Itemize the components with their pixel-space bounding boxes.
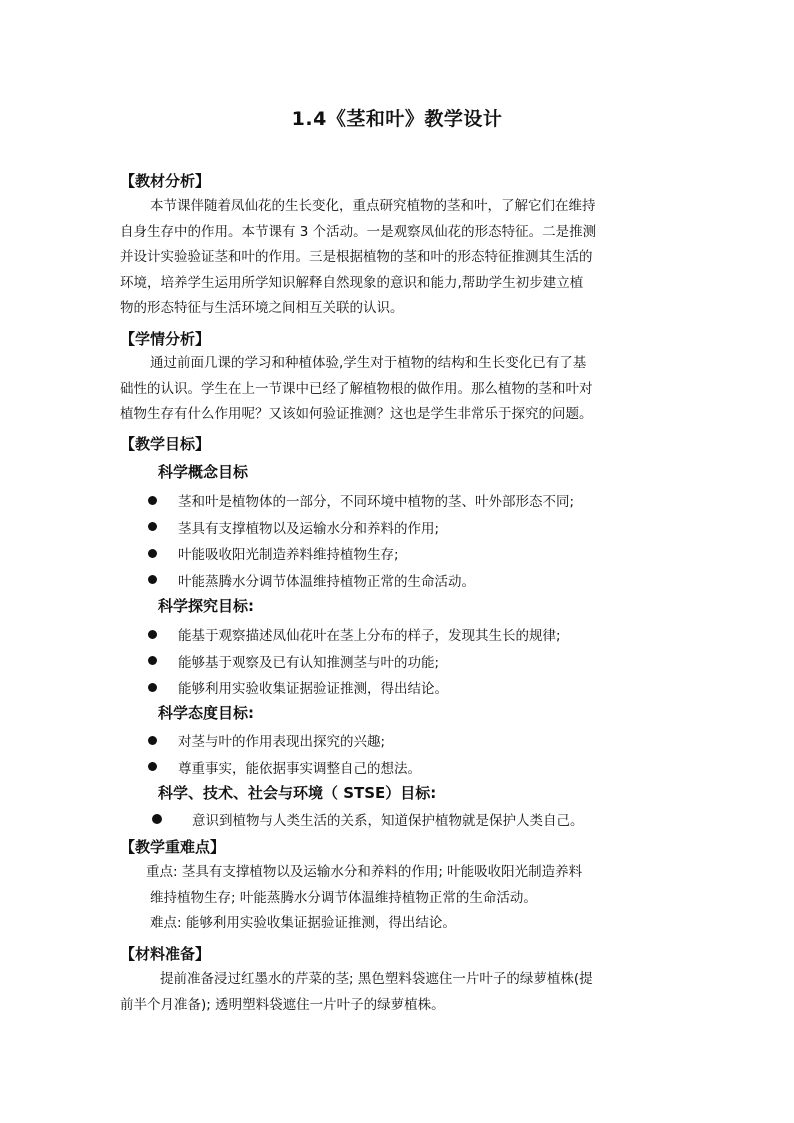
bullet-dot-icon <box>148 522 157 531</box>
paragraph-materials <box>120 967 680 1018</box>
list-item-text: 尊重事实，能依据事实调整自己的想法。 <box>178 760 421 777</box>
bullet-dot-icon <box>148 630 157 639</box>
list-item <box>148 727 688 754</box>
bullet-dot-icon <box>148 762 157 771</box>
bullet-dot-icon <box>148 656 157 665</box>
list-item-text: 能基于观察描述凤仙花叶在茎上分布的样子，发现其生长的规律; <box>178 628 561 645</box>
list-item-text: 叶能蒸腾水分调节体温维持植物正常的生命活动。 <box>178 573 475 590</box>
text-line: 础性的认识。学生在上一节课中已经了解植物根的做作用。那么植物的茎和叶对 <box>120 380 593 397</box>
paragraph-key-points <box>146 860 686 937</box>
text-line: 通过前面几课的学习和种植体验,学生对于植物的结构和生长变化已有了基 <box>150 355 587 371</box>
paragraph-textbook-analysis <box>120 194 680 322</box>
list-item <box>148 674 688 701</box>
text-line: 植物生存有什么作用呢？又该如何验证推测？这也是学生非常乐于探究的问题。 <box>120 406 593 422</box>
bullet-dot-icon <box>148 736 157 745</box>
text-line: 本节课伴随着凤仙花的生长变化，重点研究植物的茎和叶，了解它们在维持 <box>150 198 596 214</box>
list-item <box>148 514 688 541</box>
text-line: 并设计实验验证茎和叶的作用。三是根据植物的茎和叶的形态特征推测其生活的 <box>120 249 593 265</box>
list-item <box>148 754 688 781</box>
list-item-text: 茎具有支撑植物以及运输水分和养料的作用; <box>178 520 440 537</box>
bullet-dot-icon <box>148 575 157 584</box>
subheading-stse-goals: 科学、技术、社会与环境（ STSE）目标: <box>158 784 437 802</box>
text-line: 提前准备浸过红墨水的芹菜的茎; 黑色塑料袋遮住一片叶子的绿萝植株(提 <box>160 971 593 987</box>
text-line: 前半个月准备); 透明塑料袋遮住一片叶子的绿萝植株。 <box>120 996 445 1013</box>
subheading-inquiry-goals: 科学探究目标: <box>158 597 254 615</box>
section-heading-student-analysis: 【学情分析】 <box>120 330 211 348</box>
text-line: 物的形态特征与生活环境之间相互关联的认识。 <box>120 300 404 316</box>
list-item-text: 能够基于观察及已有认知推测茎与叶的功能; <box>178 654 440 671</box>
list-item <box>148 540 688 567</box>
list-item <box>148 621 688 648</box>
text-line: 重点: 茎具有支撑植物以及运输水分和养料的作用; 叶能吸收阳光制造养料 <box>146 864 583 880</box>
text-line: 维持植物生存; 叶能蒸腾水分调节体温维持植物正常的生命活动。 <box>150 889 537 906</box>
text-line: 难点: 能够利用实验收集证据验证推测，得出结论。 <box>150 915 456 931</box>
bullet-dot-icon <box>148 683 157 692</box>
bullet-list-stse-goals <box>152 806 692 833</box>
subheading-concept-goals: 科学概念目标 <box>158 463 249 481</box>
list-item <box>148 648 688 675</box>
bullet-dot-icon <box>148 549 157 558</box>
text-line: 自身生存中的作用。本节课有 3 个活动。一是观察凤仙花的形态特征。二是推测 <box>120 223 597 240</box>
list-item-text: 叶能吸收阳光制造养料维持植物生存; <box>178 547 399 564</box>
section-heading-materials: 【材料准备】 <box>120 945 211 963</box>
bullet-list-concept-goals <box>148 487 688 593</box>
list-item <box>152 806 692 833</box>
bullet-dot-icon <box>148 496 157 505</box>
paragraph-student-analysis <box>120 351 680 428</box>
document-title: 1.4《茎和叶》教学设计 <box>291 108 503 130</box>
list-item <box>148 487 688 514</box>
text-line: 环境，培养学生运用所学知识解释自然现象的意识和能力,帮助学生初步建立植 <box>120 274 584 291</box>
bullet-list-inquiry-goals <box>148 621 688 701</box>
list-item-text: 对茎与叶的作用表现出探究的兴趣; <box>178 734 386 751</box>
list-item-text: 意识到植物与人类生活的关系，知道保护植物就是保护人类自己。 <box>192 813 584 830</box>
bullet-list-attitude-goals <box>148 727 688 780</box>
list-item-text: 能够利用实验收集证据验证推测，得出结论。 <box>178 681 448 698</box>
bullet-dot-icon <box>152 814 162 824</box>
section-heading-teaching-goals: 【教学目标】 <box>120 435 211 453</box>
list-item-text: 茎和叶是植物体的一部分，不同环境中植物的茎、叶外部形态不同; <box>178 494 575 511</box>
list-item <box>148 567 688 594</box>
section-heading-key-points: 【教学重难点】 <box>120 838 226 856</box>
section-heading-textbook-analysis: 【教材分析】 <box>120 172 211 190</box>
subheading-attitude-goals: 科学态度目标: <box>158 704 254 722</box>
